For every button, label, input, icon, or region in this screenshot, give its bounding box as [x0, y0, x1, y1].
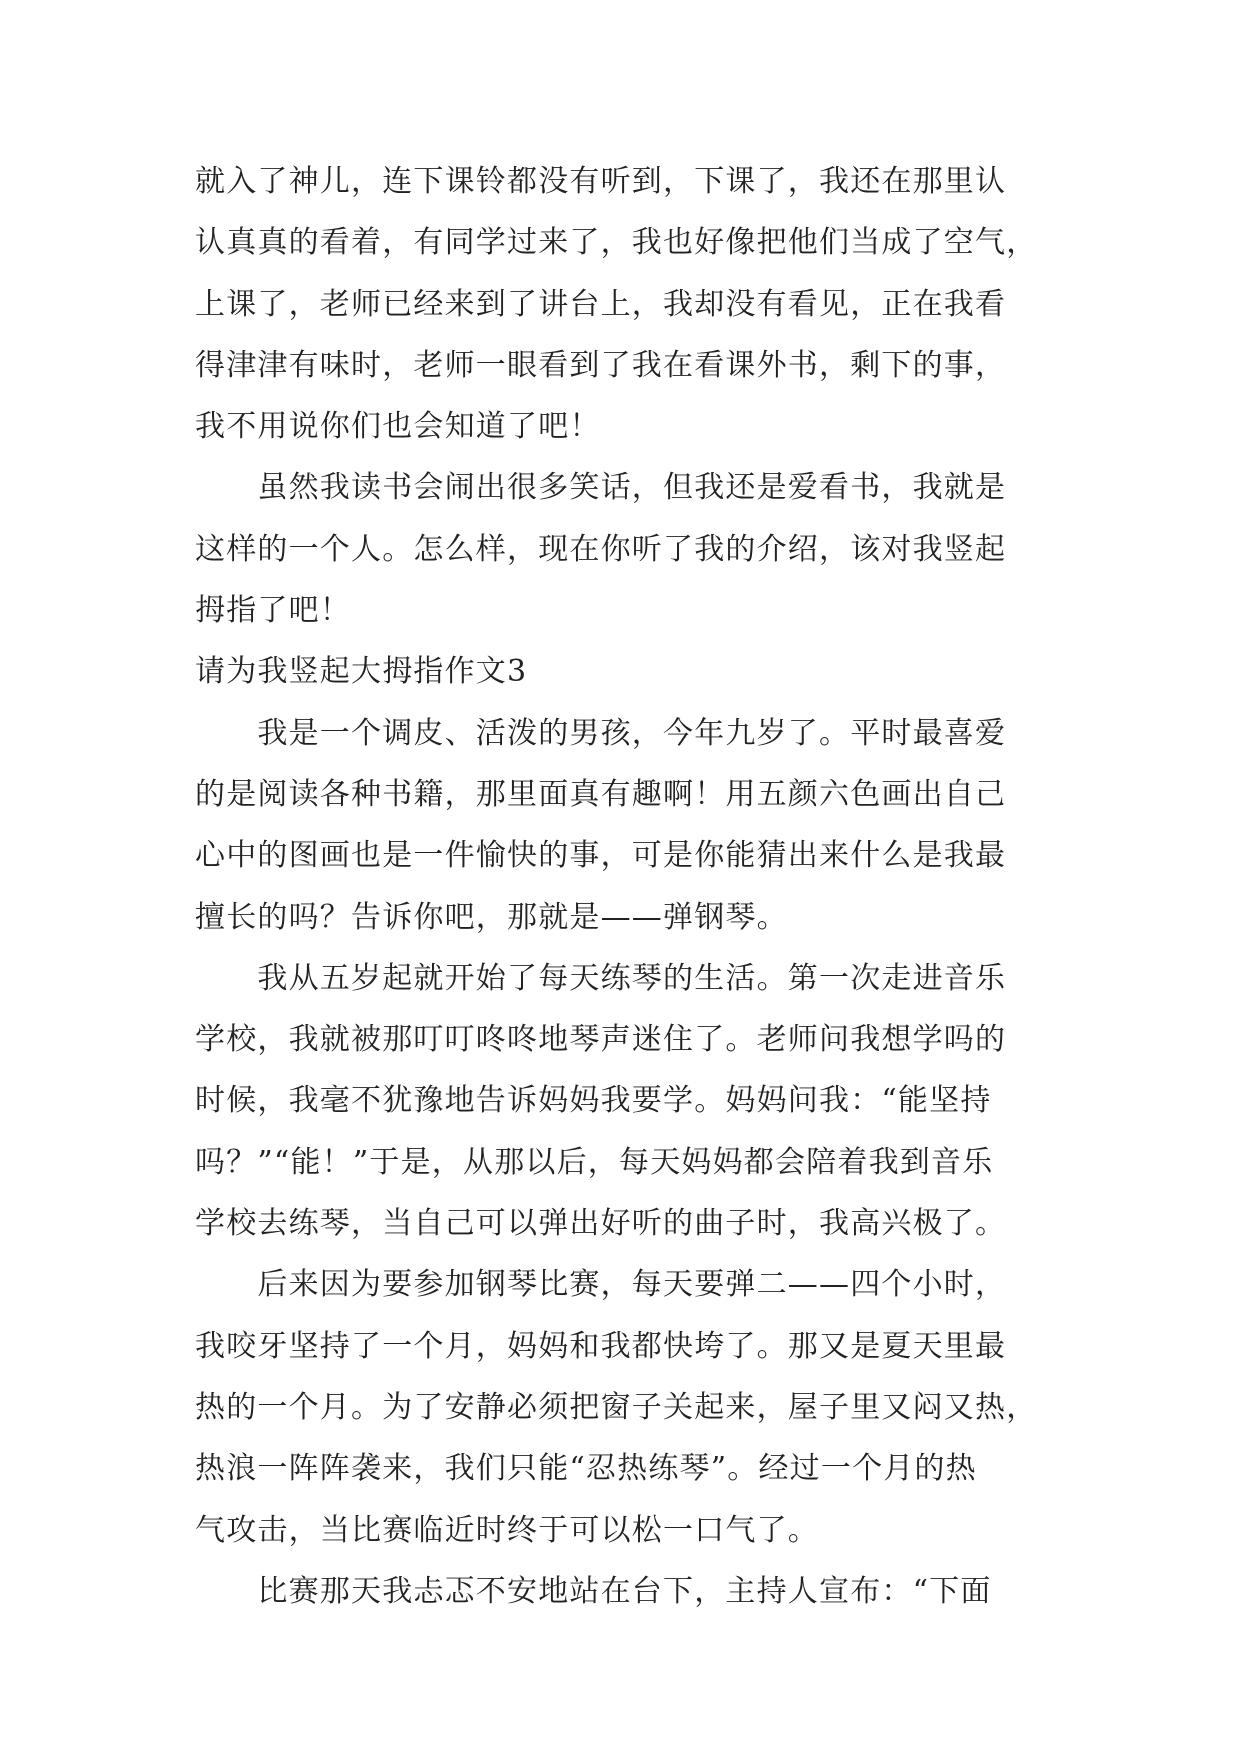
text-line: 比赛那天我忐忑不安地站在台下，主持人宣布：“下面	[195, 1573, 992, 1609]
text-line: 就入了神儿，连下课铃都没有听到，下课了，我还在那里认	[195, 164, 1007, 199]
text-line: 这样的一个人。怎么样，现在你听了我的介绍，该对我竖起	[195, 531, 1007, 567]
text-line: 我不用说你们也会知道了吧！	[195, 409, 601, 445]
text-line: 学校去练琴，当自己可以弹出好听的曲子时，我高兴极了。	[195, 1206, 1007, 1242]
text-line: 热浪一阵阵袭来，我们只能“忍热练琴”。经过一个月的热	[195, 1451, 977, 1487]
text-line: 后来因为要参加钢琴比赛，每天要弹二——四个小时，	[195, 1267, 1007, 1303]
text-line: 时候，我毫不犹豫地告诉妈妈我要学。妈妈问我：“能坚持	[195, 1083, 992, 1119]
text-line: 我从五岁起就开始了每天练琴的生活。第一次走进音乐	[195, 960, 1007, 996]
text-line: 拇指了吧！	[195, 593, 351, 629]
text-line: 擅长的吗？告诉你吧，那就是——弹钢琴。	[195, 899, 788, 935]
essay-body	[195, 151, 1075, 1622]
text-line: 上课了，老师已经来到了讲台上，我却没有看见，正在我看	[195, 286, 1007, 322]
text-line: 我咬牙坚持了一个月，妈妈和我都快垮了。那又是夏天里最	[195, 1328, 1007, 1364]
text-line: 吗？”“能！”于是，从那以后，每天妈妈都会陪着我到音乐	[195, 1144, 994, 1180]
text-line: 的是阅读各种书籍，那里面真有趣啊！用五颜六色画出自己	[195, 776, 1007, 812]
section-heading: 请为我竖起大拇指作文3	[195, 654, 528, 690]
text-line: 认真真的看着，有同学过来了，我也好像把他们当成了空气，	[195, 225, 1038, 261]
text-line: 学校，我就被那叮叮咚咚地琴声迷住了。老师问我想学吗的	[195, 1022, 1007, 1058]
text-line: 气攻击，当比赛临近时终于可以松一口气了。	[195, 1512, 819, 1548]
text-line: 心中的图画也是一件愉快的事，可是你能猜出来什么是我最	[195, 838, 1007, 874]
text-line: 热的一个月。为了安静必须把窗子关起来，屋子里又闷又热，	[195, 1389, 1038, 1425]
text-line: 得津津有味时，老师一眼看到了我在看课外书，剩下的事，	[195, 347, 1007, 383]
text-line: 虽然我读书会闹出很多笑话，但我还是爱看书，我就是	[195, 470, 1007, 506]
text-line: 我是一个调皮、活泼的男孩，今年九岁了。平时最喜爱	[195, 715, 1007, 751]
